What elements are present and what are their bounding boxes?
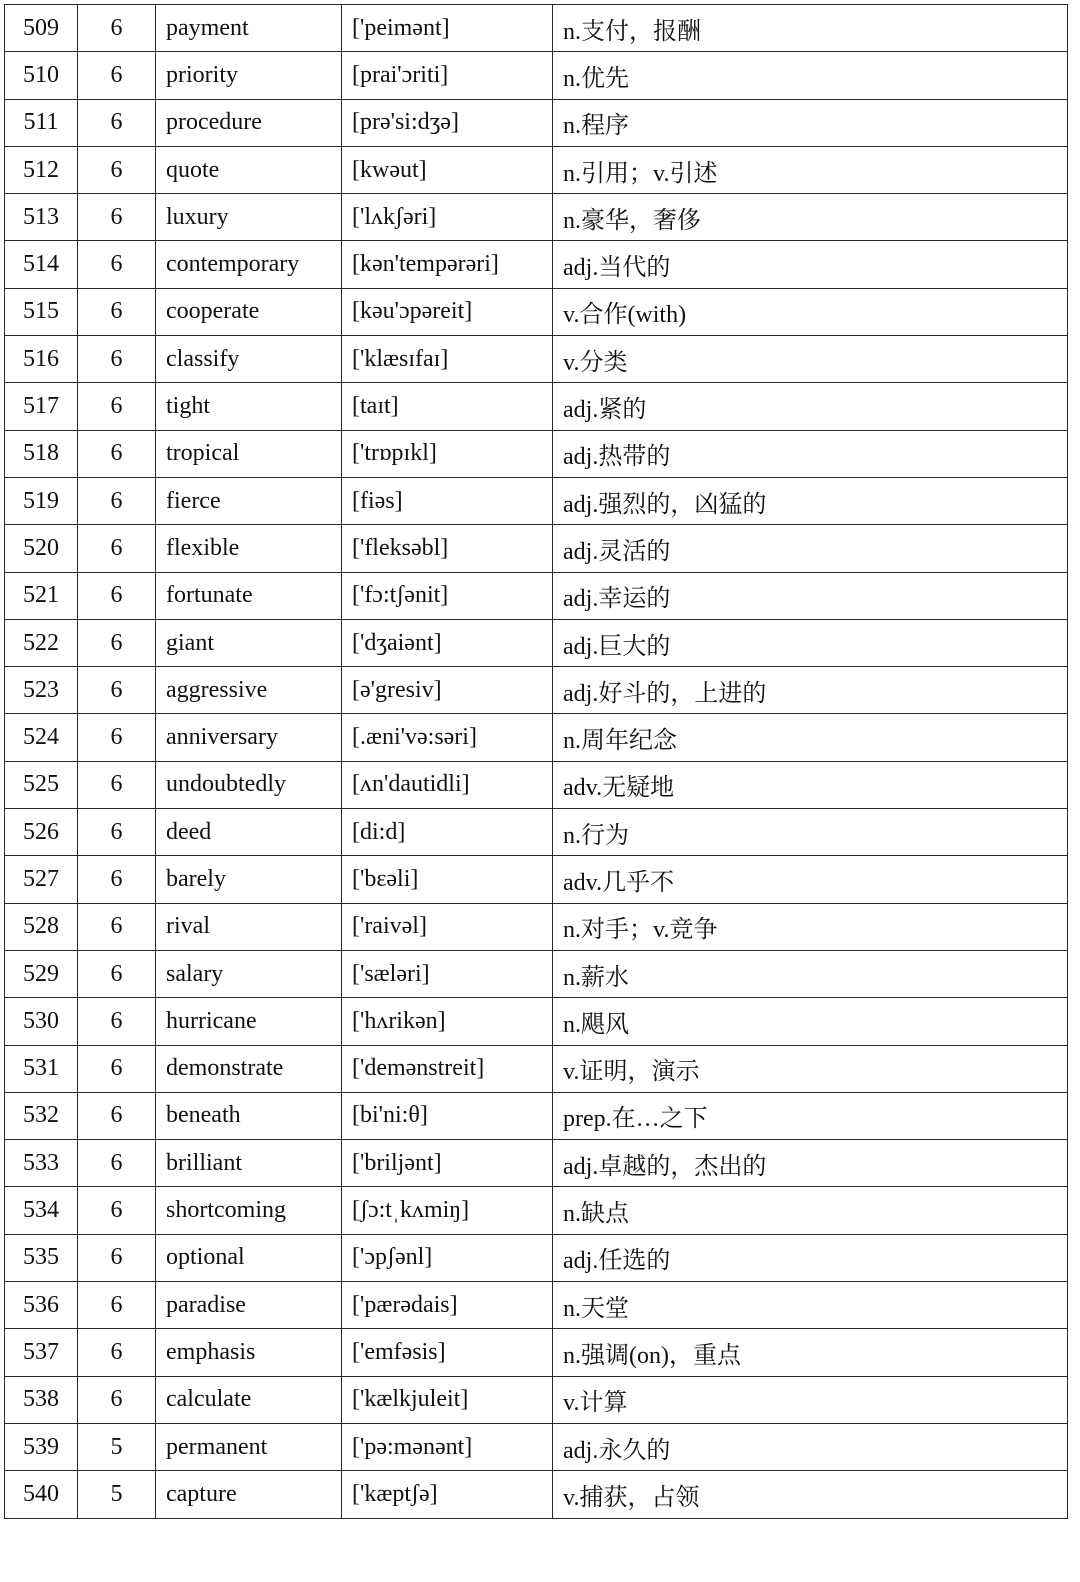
definition-cell: adj.当代的 xyxy=(553,241,1068,288)
entry-number-cell: 535 xyxy=(5,1234,78,1281)
word-cell: brilliant xyxy=(156,1140,342,1187)
definition-cell: n.周年纪念 xyxy=(553,714,1068,761)
table-row xyxy=(5,998,1068,1045)
phonetic-cell: [ʃɔ:tˌkʌmiŋ] xyxy=(342,1187,553,1234)
entry-number-cell: 539 xyxy=(5,1423,78,1470)
entry-number-cell: 531 xyxy=(5,1045,78,1092)
definition-cell: n.强调(on)，重点 xyxy=(553,1329,1068,1376)
definition-cell: n.对手；v.竞争 xyxy=(553,903,1068,950)
entry-number-cell: 537 xyxy=(5,1329,78,1376)
phonetic-cell: [ə'gresiv] xyxy=(342,667,553,714)
entry-number-cell: 509 xyxy=(5,5,78,52)
word-cell: quote xyxy=(156,146,342,193)
table-row xyxy=(5,1045,1068,1092)
phonetic-cell: ['fleksəbl] xyxy=(342,525,553,572)
entry-number-cell: 525 xyxy=(5,761,78,808)
table-row xyxy=(5,761,1068,808)
entry-number-cell: 534 xyxy=(5,1187,78,1234)
phonetic-cell: ['hʌrikən] xyxy=(342,998,553,1045)
definition-cell: adj.卓越的，杰出的 xyxy=(553,1140,1068,1187)
frequency-cell: 6 xyxy=(78,950,156,997)
definition-cell: adj.紧的 xyxy=(553,383,1068,430)
frequency-cell: 6 xyxy=(78,998,156,1045)
entry-number-cell: 514 xyxy=(5,241,78,288)
table-row xyxy=(5,525,1068,572)
definition-cell: adj.任选的 xyxy=(553,1234,1068,1281)
entry-number-cell: 516 xyxy=(5,336,78,383)
entry-number-cell: 524 xyxy=(5,714,78,761)
phonetic-cell: [di:d] xyxy=(342,809,553,856)
phonetic-cell: [prə'si:dʒə] xyxy=(342,99,553,146)
definition-cell: n.薪水 xyxy=(553,950,1068,997)
phonetic-cell: ['peimənt] xyxy=(342,5,553,52)
phonetic-cell: ['dʒaiənt] xyxy=(342,619,553,666)
definition-cell: n.飓风 xyxy=(553,998,1068,1045)
frequency-cell: 6 xyxy=(78,430,156,477)
entry-number-cell: 510 xyxy=(5,52,78,99)
word-cell: calculate xyxy=(156,1376,342,1423)
entry-number-cell: 511 xyxy=(5,99,78,146)
frequency-cell: 6 xyxy=(78,856,156,903)
definition-cell: adj.灵活的 xyxy=(553,525,1068,572)
entry-number-cell: 538 xyxy=(5,1376,78,1423)
phonetic-cell: [kən'tempərəri] xyxy=(342,241,553,288)
frequency-cell: 6 xyxy=(78,194,156,241)
word-cell: permanent xyxy=(156,1423,342,1470)
definition-cell: n.行为 xyxy=(553,809,1068,856)
frequency-cell: 6 xyxy=(78,383,156,430)
definition-cell: n.优先 xyxy=(553,52,1068,99)
definition-cell: adj.幸运的 xyxy=(553,572,1068,619)
frequency-cell: 6 xyxy=(78,5,156,52)
word-cell: procedure xyxy=(156,99,342,146)
word-cell: capture xyxy=(156,1471,342,1518)
table-row xyxy=(5,1329,1068,1376)
frequency-cell: 6 xyxy=(78,99,156,146)
definition-cell: adj.热带的 xyxy=(553,430,1068,477)
word-cell: anniversary xyxy=(156,714,342,761)
entry-number-cell: 513 xyxy=(5,194,78,241)
word-cell: beneath xyxy=(156,1092,342,1139)
definition-cell: n.天堂 xyxy=(553,1282,1068,1329)
table-row xyxy=(5,572,1068,619)
word-cell: fierce xyxy=(156,477,342,524)
definition-cell: v.合作(with) xyxy=(553,288,1068,335)
phonetic-cell: ['fɔ:tʃənit] xyxy=(342,572,553,619)
definition-cell: adv.几乎不 xyxy=(553,856,1068,903)
frequency-cell: 6 xyxy=(78,1376,156,1423)
entry-number-cell: 518 xyxy=(5,430,78,477)
word-cell: priority xyxy=(156,52,342,99)
entry-number-cell: 532 xyxy=(5,1092,78,1139)
table-row xyxy=(5,619,1068,666)
phonetic-cell: ['bɛəli] xyxy=(342,856,553,903)
frequency-cell: 6 xyxy=(78,761,156,808)
frequency-cell: 6 xyxy=(78,903,156,950)
vocabulary-table xyxy=(4,4,1068,1519)
entry-number-cell: 515 xyxy=(5,288,78,335)
phonetic-cell: ['trɒpɪkl] xyxy=(342,430,553,477)
phonetic-cell: [kəu'ɔpəreit] xyxy=(342,288,553,335)
definition-cell: n.支付，报酬 xyxy=(553,5,1068,52)
definition-cell: n.缺点 xyxy=(553,1187,1068,1234)
frequency-cell: 6 xyxy=(78,572,156,619)
table-row xyxy=(5,336,1068,383)
entry-number-cell: 536 xyxy=(5,1282,78,1329)
word-cell: giant xyxy=(156,619,342,666)
frequency-cell: 6 xyxy=(78,146,156,193)
table-row xyxy=(5,1140,1068,1187)
word-cell: aggressive xyxy=(156,667,342,714)
table-row xyxy=(5,1092,1068,1139)
word-cell: luxury xyxy=(156,194,342,241)
table-row xyxy=(5,288,1068,335)
frequency-cell: 6 xyxy=(78,288,156,335)
definition-cell: v.证明，演示 xyxy=(553,1045,1068,1092)
frequency-cell: 6 xyxy=(78,525,156,572)
frequency-cell: 6 xyxy=(78,52,156,99)
definition-cell: adj.巨大的 xyxy=(553,619,1068,666)
phonetic-cell: [ʌn'dautidli] xyxy=(342,761,553,808)
word-cell: hurricane xyxy=(156,998,342,1045)
frequency-cell: 6 xyxy=(78,1187,156,1234)
frequency-cell: 6 xyxy=(78,667,156,714)
table-row xyxy=(5,1376,1068,1423)
definition-cell: v.计算 xyxy=(553,1376,1068,1423)
word-cell: payment xyxy=(156,5,342,52)
word-cell: tropical xyxy=(156,430,342,477)
entry-number-cell: 520 xyxy=(5,525,78,572)
frequency-cell: 6 xyxy=(78,714,156,761)
table-row xyxy=(5,1282,1068,1329)
word-cell: salary xyxy=(156,950,342,997)
frequency-cell: 6 xyxy=(78,1140,156,1187)
entry-number-cell: 528 xyxy=(5,903,78,950)
definition-cell: v.捕获，占领 xyxy=(553,1471,1068,1518)
entry-number-cell: 529 xyxy=(5,950,78,997)
phonetic-cell: ['sæləri] xyxy=(342,950,553,997)
entry-number-cell: 512 xyxy=(5,146,78,193)
definition-cell: n.引用；v.引述 xyxy=(553,146,1068,193)
table-row xyxy=(5,99,1068,146)
phonetic-cell: ['raivəl] xyxy=(342,903,553,950)
entry-number-cell: 530 xyxy=(5,998,78,1045)
table-row xyxy=(5,1471,1068,1518)
vocabulary-table-body xyxy=(5,5,1068,1519)
phonetic-cell: ['kælkjuleit] xyxy=(342,1376,553,1423)
frequency-cell: 5 xyxy=(78,1423,156,1470)
phonetic-cell: ['pærədais] xyxy=(342,1282,553,1329)
phonetic-cell: [prai'ɔriti] xyxy=(342,52,553,99)
word-cell: optional xyxy=(156,1234,342,1281)
frequency-cell: 6 xyxy=(78,241,156,288)
word-cell: demonstrate xyxy=(156,1045,342,1092)
word-cell: tight xyxy=(156,383,342,430)
entry-number-cell: 519 xyxy=(5,477,78,524)
definition-cell: adv.无疑地 xyxy=(553,761,1068,808)
entry-number-cell: 522 xyxy=(5,619,78,666)
table-row xyxy=(5,714,1068,761)
table-row xyxy=(5,383,1068,430)
entry-number-cell: 523 xyxy=(5,667,78,714)
phonetic-cell: ['lʌkʃəri] xyxy=(342,194,553,241)
word-cell: flexible xyxy=(156,525,342,572)
table-row xyxy=(5,1423,1068,1470)
phonetic-cell: [taɪt] xyxy=(342,383,553,430)
frequency-cell: 6 xyxy=(78,619,156,666)
word-cell: shortcoming xyxy=(156,1187,342,1234)
word-cell: paradise xyxy=(156,1282,342,1329)
table-row xyxy=(5,856,1068,903)
phonetic-cell: ['emfəsis] xyxy=(342,1329,553,1376)
table-row xyxy=(5,5,1068,52)
table-row xyxy=(5,430,1068,477)
word-cell: cooperate xyxy=(156,288,342,335)
word-cell: undoubtedly xyxy=(156,761,342,808)
phonetic-cell: [bi'ni:θ] xyxy=(342,1092,553,1139)
phonetic-cell: ['demənstreit] xyxy=(342,1045,553,1092)
definition-cell: adj.好斗的，上进的 xyxy=(553,667,1068,714)
table-row xyxy=(5,809,1068,856)
phonetic-cell: ['kæptʃə] xyxy=(342,1471,553,1518)
definition-cell: v.分类 xyxy=(553,336,1068,383)
definition-cell: n.豪华，奢侈 xyxy=(553,194,1068,241)
frequency-cell: 6 xyxy=(78,1234,156,1281)
table-row xyxy=(5,146,1068,193)
phonetic-cell: [fiəs] xyxy=(342,477,553,524)
frequency-cell: 5 xyxy=(78,1471,156,1518)
frequency-cell: 6 xyxy=(78,1329,156,1376)
table-row xyxy=(5,667,1068,714)
definition-cell: adj.永久的 xyxy=(553,1423,1068,1470)
phonetic-cell: [kwəut] xyxy=(342,146,553,193)
frequency-cell: 6 xyxy=(78,1282,156,1329)
word-cell: classify xyxy=(156,336,342,383)
table-row xyxy=(5,52,1068,99)
word-cell: fortunate xyxy=(156,572,342,619)
word-cell: contemporary xyxy=(156,241,342,288)
table-row xyxy=(5,903,1068,950)
table-row xyxy=(5,241,1068,288)
word-cell: rival xyxy=(156,903,342,950)
phonetic-cell: ['pə:mənənt] xyxy=(342,1423,553,1470)
entry-number-cell: 533 xyxy=(5,1140,78,1187)
frequency-cell: 6 xyxy=(78,336,156,383)
frequency-cell: 6 xyxy=(78,1045,156,1092)
frequency-cell: 6 xyxy=(78,809,156,856)
table-row xyxy=(5,1234,1068,1281)
phonetic-cell: ['klæsɪfaɪ] xyxy=(342,336,553,383)
table-row xyxy=(5,950,1068,997)
word-cell: barely xyxy=(156,856,342,903)
frequency-cell: 6 xyxy=(78,477,156,524)
entry-number-cell: 527 xyxy=(5,856,78,903)
phonetic-cell: ['briljənt] xyxy=(342,1140,553,1187)
table-row xyxy=(5,1187,1068,1234)
entry-number-cell: 521 xyxy=(5,572,78,619)
definition-cell: adj.强烈的，凶猛的 xyxy=(553,477,1068,524)
frequency-cell: 6 xyxy=(78,1092,156,1139)
definition-cell: prep.在…之下 xyxy=(553,1092,1068,1139)
table-row xyxy=(5,194,1068,241)
phonetic-cell: [.æni'və:səri] xyxy=(342,714,553,761)
entry-number-cell: 517 xyxy=(5,383,78,430)
phonetic-cell: ['ɔpʃənl] xyxy=(342,1234,553,1281)
table-row xyxy=(5,477,1068,524)
definition-cell: n.程序 xyxy=(553,99,1068,146)
word-cell: deed xyxy=(156,809,342,856)
word-cell: emphasis xyxy=(156,1329,342,1376)
entry-number-cell: 540 xyxy=(5,1471,78,1518)
entry-number-cell: 526 xyxy=(5,809,78,856)
